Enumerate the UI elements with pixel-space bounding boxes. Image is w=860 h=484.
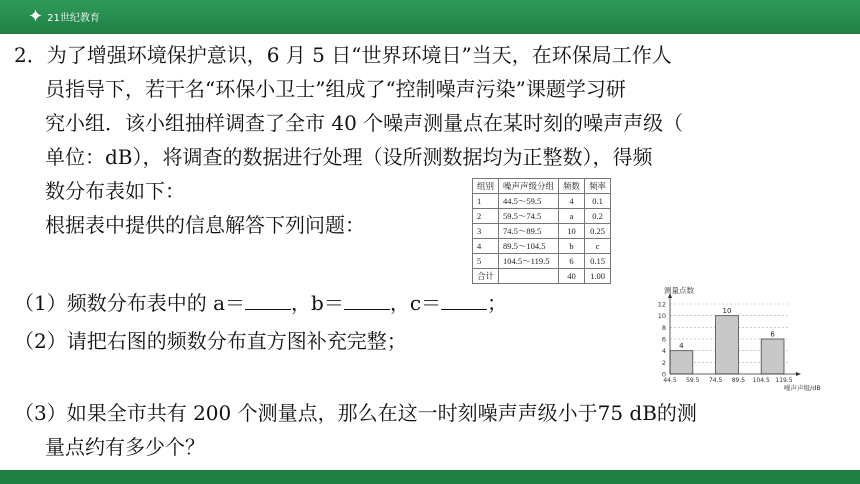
- y-tick-label: 10: [657, 312, 666, 321]
- table-cell: 0.2: [585, 209, 611, 224]
- table-cell: 4: [559, 194, 585, 209]
- bottom-banner: [0, 470, 860, 484]
- x-tick-label: 44.5: [663, 377, 677, 384]
- table-header-row: [473, 179, 611, 194]
- x-tick-label: 104.5: [752, 377, 770, 384]
- table-header: 频率: [585, 179, 611, 194]
- question-2: （2）请把右图的频数分布直方图补充完整；: [14, 329, 407, 353]
- x-tick-label: 89.5: [731, 377, 746, 384]
- y-tick-label: 6: [661, 335, 666, 344]
- y-tick-label: 8: [661, 323, 666, 332]
- x-axis-arrow-icon: [796, 372, 801, 376]
- problem-line: 员指导下，若干名“环保小卫士”组成了“控制噪声污染”课题学习研: [45, 77, 626, 101]
- table-cell: 59.5～74.5: [499, 209, 559, 224]
- table-cell: c: [585, 239, 611, 254]
- table-cell: 0.25: [585, 224, 611, 239]
- y-tick-label: 4: [661, 347, 666, 356]
- bar-value-label: 6: [770, 330, 775, 339]
- table-cell: 1: [473, 194, 499, 209]
- table-row: [473, 254, 611, 269]
- histogram-xlabel: 噪声声级/dB: [784, 384, 821, 392]
- table-cell: 0.15: [585, 254, 611, 269]
- site-logo: [28, 6, 100, 27]
- table-cell: 1.00: [585, 269, 611, 284]
- logo-text: 21世纪教育: [47, 13, 100, 24]
- answer-blank-a: [245, 289, 291, 310]
- problem-line: 究小组．该小组抽样调查了全市 40 个噪声测量点在某时刻的噪声声级（: [45, 111, 684, 135]
- problem-line: 单位：dB），将调查的数据进行处理（设所测数据均为正整数），得频: [45, 145, 653, 169]
- table-row: [473, 269, 611, 284]
- table-cell: 40: [559, 269, 585, 284]
- question-3-line2: 量点约有多少个？: [45, 435, 205, 459]
- x-tick-label: 74.5: [708, 377, 723, 384]
- table-cell: [499, 269, 559, 284]
- table-cell: 4: [473, 239, 499, 254]
- table-cell: 合计: [473, 269, 499, 284]
- problem-line: 根据表中提供的信息解答下列问题：: [45, 213, 365, 237]
- question-1: [14, 286, 507, 320]
- table-cell: 5: [473, 254, 499, 269]
- question-1-mid1: ，b＝: [291, 291, 344, 315]
- top-banner: [0, 0, 860, 34]
- table-row: [473, 224, 611, 239]
- table-header: 噪声声级分组: [499, 179, 559, 194]
- table-cell: 0.1: [585, 194, 611, 209]
- x-tick-label: 59.5: [686, 377, 700, 384]
- table-cell: 3: [473, 224, 499, 239]
- table-header: 频数: [559, 179, 585, 194]
- table-cell: a: [559, 209, 585, 224]
- answer-blank-c: [441, 289, 487, 310]
- problem-line: 数分布表如下：: [45, 179, 185, 203]
- table-row: [473, 194, 611, 209]
- table-cell: 6: [559, 254, 585, 269]
- problem-line: 2．为了增强环境保护意识，6 月 5 日“世界环境日”当天，在环保局工作人: [14, 43, 672, 67]
- x-tick-label: 119.5: [775, 377, 793, 384]
- table-row: [473, 239, 611, 254]
- question-3-line1: （3）如果全市共有 200 个测量点，那么在这一时刻噪声声级小于75 dB的测: [14, 401, 697, 425]
- frequency-histogram: [634, 286, 824, 394]
- histogram-bar: [670, 351, 693, 374]
- answer-blank-b: [344, 289, 390, 310]
- table-row: [473, 209, 611, 224]
- table-header: 组别: [473, 179, 499, 194]
- table-cell: 104.5～119.5: [499, 254, 559, 269]
- runner-icon: ✦: [28, 6, 44, 27]
- table-cell: 2: [473, 209, 499, 224]
- y-tick-label: 12: [657, 300, 666, 309]
- y-tick-label: 2: [661, 358, 666, 367]
- bar-value-label: 10: [722, 307, 732, 316]
- table-cell: b: [559, 239, 585, 254]
- question-1-suffix: ；: [487, 291, 508, 315]
- table-cell: 89.5～104.5: [499, 239, 559, 254]
- y-tick-label: 0: [661, 370, 666, 379]
- question-1-prefix: （1）频数分布表中的 a＝: [14, 291, 246, 315]
- histogram-ylabel: 测量点数: [664, 286, 694, 295]
- histogram-bar: [761, 339, 784, 374]
- table-cell: 10: [559, 224, 585, 239]
- frequency-table: [472, 178, 611, 284]
- question-1-mid2: ，c＝: [389, 291, 442, 315]
- bar-value-label: 4: [679, 342, 684, 351]
- table-cell: 44.5～59.5: [499, 194, 559, 209]
- problem-statement: [14, 38, 844, 242]
- histogram-bar: [716, 316, 739, 374]
- table-cell: 74.5～89.5: [499, 224, 559, 239]
